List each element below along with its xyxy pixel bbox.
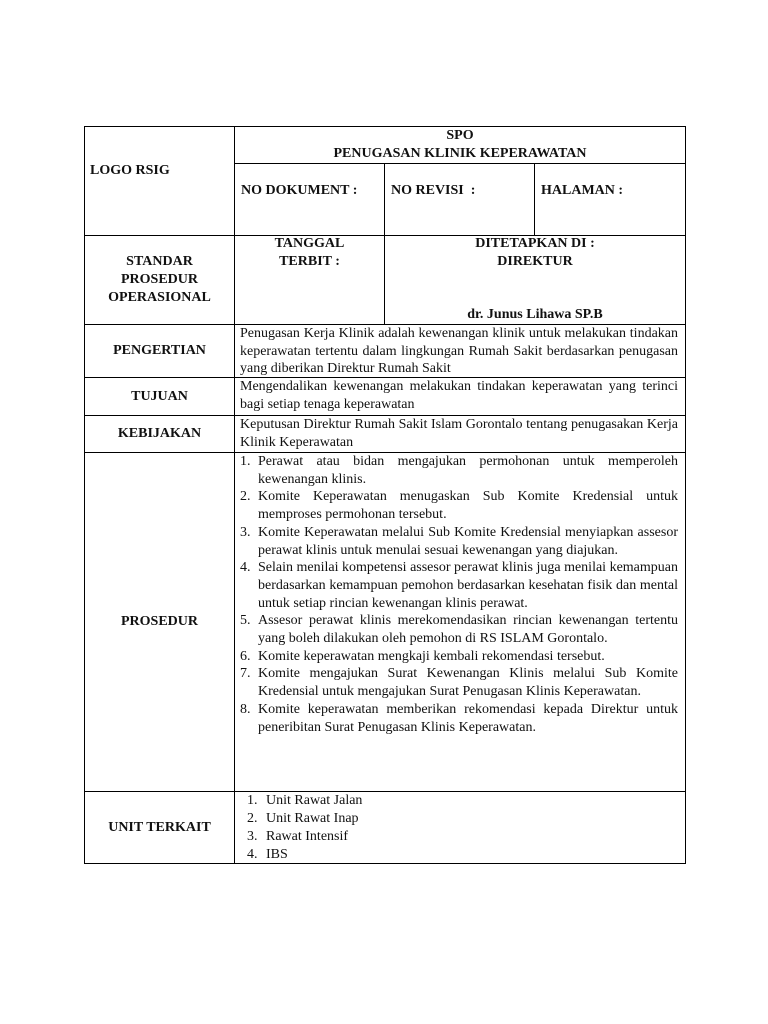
- step-text: Komite Keperawatan melalui Sub Komite Kredensial menyiapkan assesor perawat klinis untuk menulai sesuai kewenangan yang diajukan.: [258, 524, 678, 558]
- unit-item: [240, 810, 678, 828]
- unit-terkait-label: UNIT TERKAIT: [108, 819, 211, 835]
- halaman-label: HALAMAN :: [541, 183, 624, 198]
- logo-cell: [90, 163, 230, 179]
- tujuan-text: Mengendalikan kewenangan melakukan tindakan keperawatan yang terinci bagi setiap tenaga keperawatan: [240, 379, 678, 412]
- table-divider: [234, 163, 686, 164]
- unit-item: [240, 846, 678, 864]
- step-number: 2.: [240, 489, 251, 505]
- prosedur-step: [240, 665, 678, 700]
- prosedur-steps-list: [240, 453, 678, 736]
- step-text: Perawat atau bidan mengajukan permohonan untuk memperoleh kewenangan klinis.: [258, 454, 678, 487]
- unit-terkait-content: [240, 792, 678, 864]
- step-number: 7.: [240, 666, 251, 682]
- step-number: 3.: [240, 524, 251, 540]
- prosedur-step: [240, 612, 678, 647]
- no-dokumen-label: NO DOKUMENT :: [241, 183, 358, 198]
- step-text: Assesor perawat klinis merekomendasikan rincian kewenangan tertentu yang boleh dilakukan oleh pemohon di RS ISLAM Gorontalo.: [258, 613, 678, 647]
- prosedur-label: PROSEDUR: [120, 614, 198, 629]
- no-dokumen-cell: [241, 183, 381, 199]
- unit-name: Unit Rawat Inap: [266, 811, 359, 826]
- kebijakan-label: KEBIJAKAN: [117, 426, 202, 441]
- pengertian-label: PENGERTIAN: [113, 343, 206, 358]
- prosedur-content: [240, 453, 678, 736]
- tanggal-terbit-cell: [235, 235, 384, 271]
- table-border-right: [685, 126, 686, 864]
- step-number: 4.: [240, 560, 251, 576]
- step-text: Komite mengajukan Surat Kewenangan Klinis melalui Sub Komite Kredensial untuk mengajukan Surat Penugasan Klinis Keperawatan.: [258, 666, 678, 700]
- tujuan-label-cell: [85, 378, 234, 415]
- logo-text: LOGO RSIG: [90, 163, 170, 178]
- unit-number: 3.: [247, 829, 258, 844]
- ditetapkan-cell: [385, 235, 685, 324]
- tanggal-label-line1: TANGGAL: [274, 236, 345, 251]
- pengertian-label-cell: [85, 325, 234, 377]
- unit-name: IBS: [266, 847, 288, 862]
- halaman-cell: [541, 183, 681, 199]
- spo-table: [84, 126, 686, 864]
- step-text: Komite keperawatan memberikan rekomendasi kepada Direktur untuk peneribitan Surat Penugasan Klinis Keperawatan.: [258, 701, 678, 735]
- step-text: Komite keperawatan mengkaji kembali rekomendasi tersebut.: [258, 648, 605, 664]
- step-number: 6.: [240, 648, 251, 664]
- unit-name: Unit Rawat Jalan: [266, 793, 363, 808]
- prosedur-step: [240, 559, 678, 612]
- spo-document: [84, 126, 686, 864]
- no-revisi-cell: [391, 183, 531, 199]
- prosedur-step: [240, 453, 678, 488]
- sop-label-cell: [85, 236, 234, 324]
- unit-item: [240, 828, 678, 846]
- table-divider: [534, 163, 535, 236]
- title-spo: SPO: [446, 128, 474, 143]
- sop-label-line1: STANDAR: [126, 254, 193, 269]
- no-revisi-label: NO REVISI :: [391, 183, 476, 198]
- title-main: PENUGASAN KLINIK KEPERAWATAN: [333, 146, 587, 161]
- prosedur-step: [240, 701, 678, 736]
- prosedur-step: [240, 648, 678, 666]
- tujuan-label: TUJUAN: [131, 388, 188, 404]
- unit-terkait-label-cell: [85, 792, 234, 863]
- title-cell: [235, 126, 685, 163]
- sop-label-line2: PROSEDUR: [120, 272, 198, 287]
- kebijakan-label-cell: [85, 416, 234, 452]
- prosedur-step: [240, 524, 678, 559]
- ditetapkan-label: DITETAPKAN DI :: [475, 236, 595, 251]
- unit-number: 1.: [247, 793, 258, 808]
- step-text: Selain menilai kompetensi assesor perawat klinis juga menilai kemampuan berdasarkan kemampuan pemohon berdasarkan kesehatan fisik dan mental untuk setiap rincian kewenangan klinis perawat.: [258, 560, 678, 611]
- unit-number: 4.: [247, 847, 258, 862]
- unit-name: Rawat Intensif: [266, 829, 349, 844]
- signatory-name: dr. Junus Lihawa SP.B: [467, 307, 603, 322]
- step-number: 8.: [240, 701, 251, 717]
- step-text: Komite Keperawatan menugaskan Sub Komite Kredensial untuk memproses permohonan tersebut.: [258, 489, 678, 523]
- step-number: 1.: [240, 454, 251, 469]
- step-number: 5.: [240, 613, 251, 629]
- kebijakan-text: Keputusan Direktur Rumah Sakit Islam Gorontalo tentang penugasakan Kerja Klinik Keperawatan: [240, 417, 678, 450]
- sop-label-line3: OPERASIONAL: [108, 290, 211, 305]
- unit-number: 2.: [247, 811, 258, 826]
- unit-item: [240, 792, 678, 810]
- prosedur-label-cell: [85, 453, 234, 791]
- prosedur-step: [240, 488, 678, 523]
- tanggal-label-line2: TERBIT :: [279, 254, 340, 269]
- pengertian-text: Penugasan Kerja Klinik adalah kewenangan klinik untuk melakukan tindakan keperawatan tertentu dalam lingkungan Rumah Sakit berdasarkan penugasan yang diberikan Direktur Rumah Sakit: [240, 326, 678, 376]
- direktur-label: DIREKTUR: [497, 254, 573, 269]
- unit-terkait-list: [240, 792, 678, 864]
